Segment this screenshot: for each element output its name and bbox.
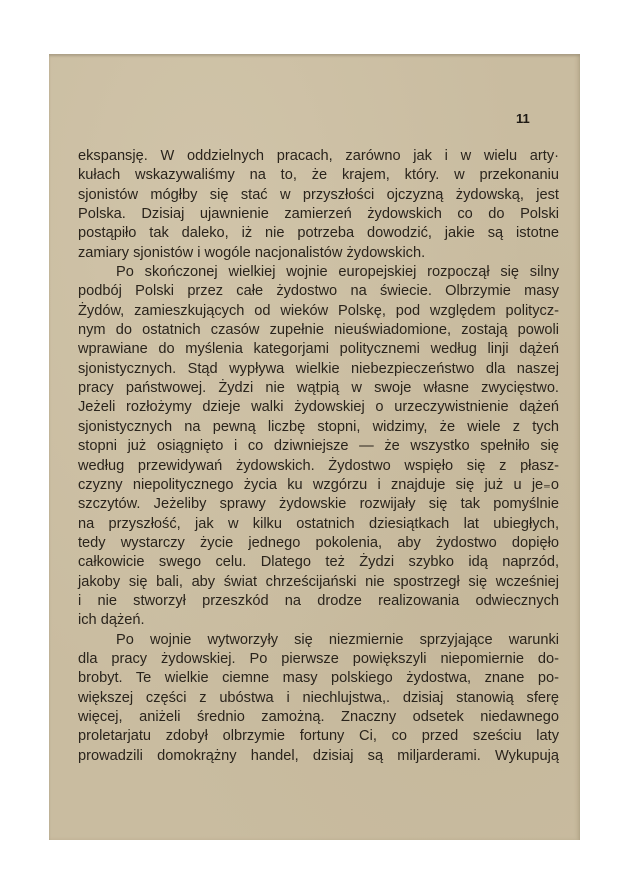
text-line: Żydów, zamieszkujących od wieków Polskę, pod względem politycz- (78, 302, 559, 319)
text-line: większej części z ubóstwa i niechlujstwa,. dzisiaj stanowią sferę (78, 689, 559, 706)
page-number: 11 (516, 111, 530, 126)
text-line: pracy państwowej. Żydzi nie wątpią w swoje własne zwycięstwo. (78, 380, 559, 397)
text-line: na przyszłość, jak w kilku ostatnich dziesiątkach lat ubiegłych, (78, 515, 559, 532)
text-line: więcej, aniżeli średnio zamożną. Znaczny odsetek niedawnego (78, 708, 559, 725)
text-line: prowadzili domokrążny handel, dzisiaj są miljarderami. Wykupują (78, 747, 559, 764)
text-line: dla pracy żydowskiej. Po pierwsze powiększyli niepomiernie do- (78, 650, 559, 667)
text-line: całkowicie swego celu. Dlatego też Żydzi szybko idą naprzód, (78, 554, 559, 571)
text-line: sjonistycznych. Stąd wypływa wielkie niebezpieczeństwo dla naszej (78, 360, 559, 377)
text-line: Po skończonej wielkiej wojnie europejskiej rozpoczął się silny (116, 264, 559, 281)
text-line: ekspansję. W oddzielnych pracach, zarówno jak i w wielu arty· (78, 148, 559, 164)
text-line: wprawiane do myślenia kategorjami politycznemi według linji dążeń (78, 341, 559, 358)
text-line: według przewidywań żydowskich. Żydostwo wspięło się z płasz- (78, 457, 559, 474)
text-line: i nie stworzył przeszkód na drodze realizowania odwiecznych (78, 592, 559, 609)
text-line: postąpiło tak daleko, iż nie potrzeba dowodzić, jakie są istotne (78, 225, 559, 242)
book-page (49, 54, 580, 840)
text-line: jakoby się bali, aby świat chrześcijański nie spostrzegł się wcześniej (78, 573, 559, 590)
text-line: Po wojnie wytworzyły się niezmiernie sprzyjające warunki (116, 631, 559, 648)
text-line: Jeżeli rozłożymy dzieje walki żydowskiej o urzeczywistnienie dążeń (78, 399, 559, 416)
text-line: Polska. Dzisiaj ujawnienie zamierzeń żydowskich co do Polski (78, 206, 559, 223)
text-line: tedy wystarczy życie jednego pokolenia, aby żydostwo dopięło (78, 534, 559, 551)
text-line: kułach wskazywaliśmy na to, że krajem, który. w przekonaniu (78, 167, 559, 184)
body-text (78, 147, 559, 766)
text-line: stopni już osiągnięto i co dziwniejsze — że wszystko spełniło się (78, 438, 559, 455)
text-line: sjonistycznych na pewną liczbę stopni, widzimy, że wiele z tych (78, 418, 559, 435)
text-line: szczytów. Jeżeliby sprawy żydowskie rozwijały się tak pomyślnie (78, 496, 559, 513)
text-line: podbój Polski przez całe żydostwo na świecie. Olbrzymie masy (78, 283, 559, 300)
text-line: sjonistów mógłby się stać w przyszłości ojczyzną żydowską, jest (78, 186, 559, 203)
text-line: proletarjatu zdobył olbrzymie fortuny Ci, co przed sześciu laty (78, 728, 559, 745)
text-line: czyzny niepolitycznego życia ku wzgórzu i znajduje się już u je₌o (78, 476, 559, 493)
text-line: ich dążeń. (78, 612, 145, 629)
text-line: brobyt. Te wielkie ciemne masy polskiego żydostwa, znane po- (78, 670, 559, 687)
text-line: zamiary sjonistów i wogóle nacjonalistów żydowskich. (78, 244, 426, 261)
text-line: nym do ostatnich czasów zupełnie nieuświadomione, zostają powoli (78, 322, 559, 339)
